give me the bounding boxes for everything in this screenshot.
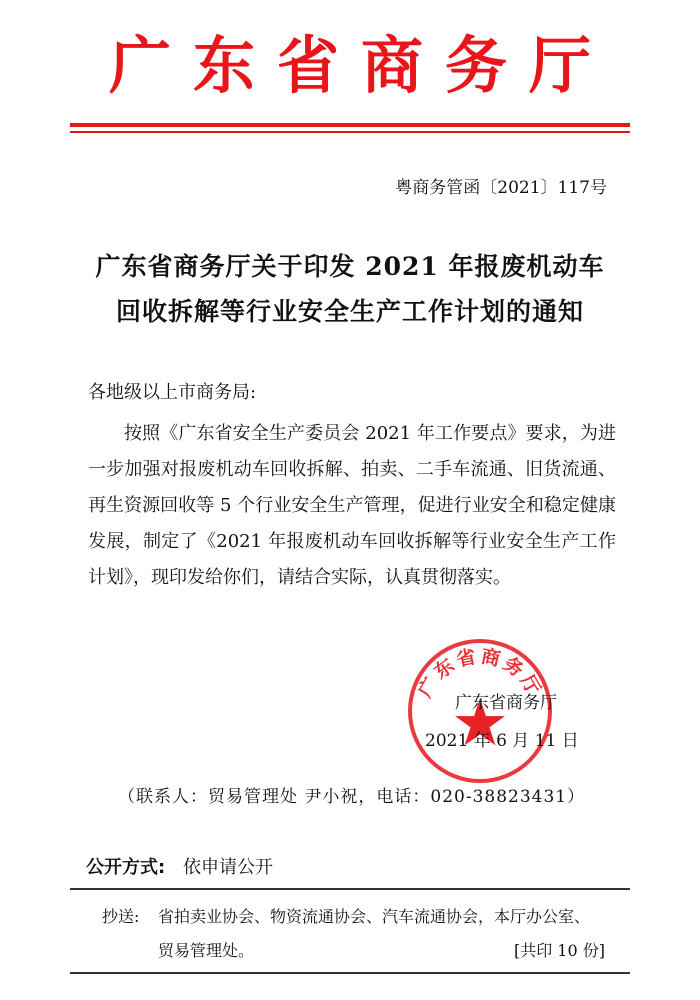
document-title-line-2: 回收拆解等行业安全生产工作计划的通知 bbox=[115, 297, 584, 326]
document-number: 粤商务管函〔2021〕117号 bbox=[395, 178, 607, 198]
salutation: 各地级以上市商务局: bbox=[88, 382, 257, 403]
document-title-line-1: 广东省商务厅关于印发 2021 年报废机动车 bbox=[95, 252, 605, 281]
cc-rule-top bbox=[70, 888, 630, 890]
letterhead-org-name: 广东省商务厅 bbox=[108, 29, 613, 102]
cc-rule-bottom bbox=[70, 972, 630, 974]
cc-recipients-line-2: 贸易管理处。 bbox=[158, 941, 255, 960]
letterhead-rule-thick bbox=[70, 123, 630, 127]
body-paragraph: 按照《广东省安全生产委员会 2021 年工作要点》要求，为进一步加强对报废机动车回收拆解、拍卖、二手车流通、旧货流通、再生资源回收等 5 个行业安全生产管理，促进行业安全和稳定健康发展，制定了《2021 年报废机动车回收拆解等行业安全生产工作计划》，现印发给你们，请结合实际，认真贯彻落实。 bbox=[88, 423, 616, 588]
disclosure-value: 依申请公开 bbox=[183, 857, 273, 878]
cc-label: 抄送: bbox=[102, 907, 140, 926]
seal-text: 广东省商务厅 bbox=[414, 645, 546, 702]
print-copies: [共印 10 份] bbox=[513, 941, 605, 960]
cc-recipients-line-1: 省拍卖业协会、物资流通协会、汽车流通协会，本厅办公室、 bbox=[158, 907, 591, 926]
disclosure-label: 公开方式: bbox=[86, 857, 166, 878]
sender-name: 广东省商务厅 bbox=[455, 693, 557, 713]
issue-date: 2021 年 6 月 11 日 bbox=[425, 731, 579, 751]
contact-info: （联系人：贸易管理处 尹小祝，电话：020-38823431） bbox=[118, 787, 586, 807]
letterhead-rule-thin bbox=[70, 131, 630, 133]
